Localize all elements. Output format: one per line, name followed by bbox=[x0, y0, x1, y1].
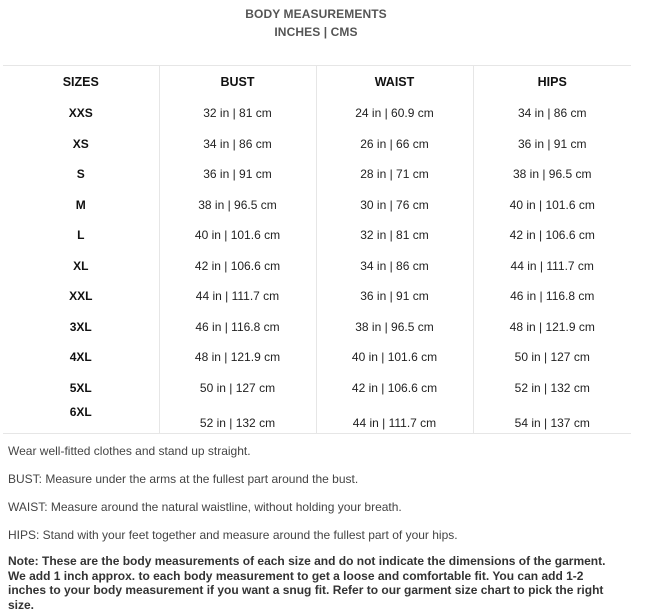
waist-cell: 24 in | 60.9 cm bbox=[316, 98, 473, 129]
waist-cell: 26 in | 66 cm bbox=[316, 129, 473, 160]
units-subtitle: INCHES | CMS bbox=[274, 25, 358, 39]
general-instruction: Wear well-fitted clothes and stand up straight. bbox=[8, 444, 251, 458]
size-cell: L bbox=[3, 220, 159, 251]
hips-cell: 50 in | 127 cm bbox=[514, 350, 590, 365]
size-cell: 4XL bbox=[3, 342, 159, 373]
size-cell: XS bbox=[3, 129, 159, 160]
hips-instruction: HIPS: Stand with your feet together and measure around the fullest part of your hips. bbox=[8, 528, 458, 542]
bust-cell: 34 in | 86 cm bbox=[159, 129, 316, 160]
hips-cell: 46 in | 116.8 cm bbox=[510, 289, 595, 304]
table-row bbox=[3, 281, 631, 312]
waist-cell: 36 in | 91 cm bbox=[316, 281, 473, 312]
bust-instruction: BUST: Measure under the arms at the fullest part around the bust. bbox=[8, 472, 359, 486]
hips-cell: 34 in | 86 cm bbox=[518, 106, 587, 121]
size-table-container bbox=[3, 65, 631, 434]
table-row bbox=[3, 312, 631, 343]
column-header-bust: BUST bbox=[159, 66, 316, 98]
bust-cell: 50 in | 127 cm bbox=[159, 373, 316, 404]
size-cell: M bbox=[3, 190, 159, 221]
bust-cell: 46 in | 116.8 cm bbox=[159, 312, 316, 343]
waist-cell: 32 in | 81 cm bbox=[316, 220, 473, 251]
waist-cell: 38 in | 96.5 cm bbox=[316, 312, 473, 343]
hips-cell: 40 in | 101.6 cm bbox=[509, 197, 595, 212]
bust-cell: 40 in | 101.6 cm bbox=[159, 220, 316, 251]
table-row bbox=[3, 129, 631, 160]
table-row bbox=[3, 220, 631, 251]
page-title: BODY MEASUREMENTS bbox=[245, 7, 387, 21]
hips-cell: 44 in | 111.7 cm bbox=[510, 258, 594, 273]
waist-cell: 44 in | 111.7 cm bbox=[316, 403, 473, 433]
bust-cell: 52 in | 132 cm bbox=[159, 403, 316, 433]
hips-cell: 54 in | 137 cm bbox=[514, 416, 590, 430]
size-cell: XXL bbox=[3, 281, 159, 312]
table-row bbox=[3, 403, 631, 433]
fit-note: Note: These are the body measurements of each size and do not indicate the dimensions of the garment. We add 1 inch approx. to each body measurement to get a loose and comfortable fit. You can add 1-2 inches to your body measurement if you want a snug fit. Refer to our garment size chart to pick the right size. bbox=[8, 554, 606, 612]
size-cell: 6XL bbox=[3, 403, 159, 433]
bust-cell: 32 in | 81 cm bbox=[159, 98, 316, 129]
hips-cell: 42 in | 106.6 cm bbox=[509, 228, 595, 243]
column-header-hips: HIPS bbox=[537, 75, 567, 89]
table-row bbox=[3, 251, 631, 282]
column-header-sizes: SIZES bbox=[3, 66, 159, 98]
size-cell: XL bbox=[3, 251, 159, 282]
waist-cell: 42 in | 106.6 cm bbox=[316, 373, 473, 404]
hips-cell: 36 in | 91 cm bbox=[518, 136, 587, 151]
table-row bbox=[3, 373, 631, 404]
table-header-row bbox=[3, 66, 631, 98]
size-cell: XXS bbox=[3, 98, 159, 129]
waist-cell: 34 in | 86 cm bbox=[316, 251, 473, 282]
size-cell: S bbox=[3, 159, 159, 190]
size-cell: 5XL bbox=[3, 373, 159, 404]
table-row bbox=[3, 159, 631, 190]
table-row bbox=[3, 342, 631, 373]
waist-cell: 40 in | 101.6 cm bbox=[316, 342, 473, 373]
bust-cell: 38 in | 96.5 cm bbox=[159, 190, 316, 221]
waist-cell: 28 in | 71 cm bbox=[316, 159, 473, 190]
bust-cell: 36 in | 91 cm bbox=[159, 159, 316, 190]
size-cell: 3XL bbox=[3, 312, 159, 343]
table-row bbox=[3, 190, 631, 221]
hips-cell: 38 in | 96.5 cm bbox=[513, 167, 592, 182]
table-row bbox=[3, 98, 631, 129]
waist-instruction: WAIST: Measure around the natural waistline, without holding your breath. bbox=[8, 500, 402, 514]
bust-cell: 48 in | 121.9 cm bbox=[159, 342, 316, 373]
bust-cell: 42 in | 106.6 cm bbox=[159, 251, 316, 282]
bust-cell: 44 in | 111.7 cm bbox=[159, 281, 316, 312]
waist-cell: 30 in | 76 cm bbox=[316, 190, 473, 221]
column-header-waist: WAIST bbox=[316, 66, 473, 98]
hips-cell: 48 in | 121.9 cm bbox=[509, 319, 595, 334]
size-table bbox=[3, 66, 631, 433]
hips-cell: 52 in | 132 cm bbox=[514, 380, 590, 395]
